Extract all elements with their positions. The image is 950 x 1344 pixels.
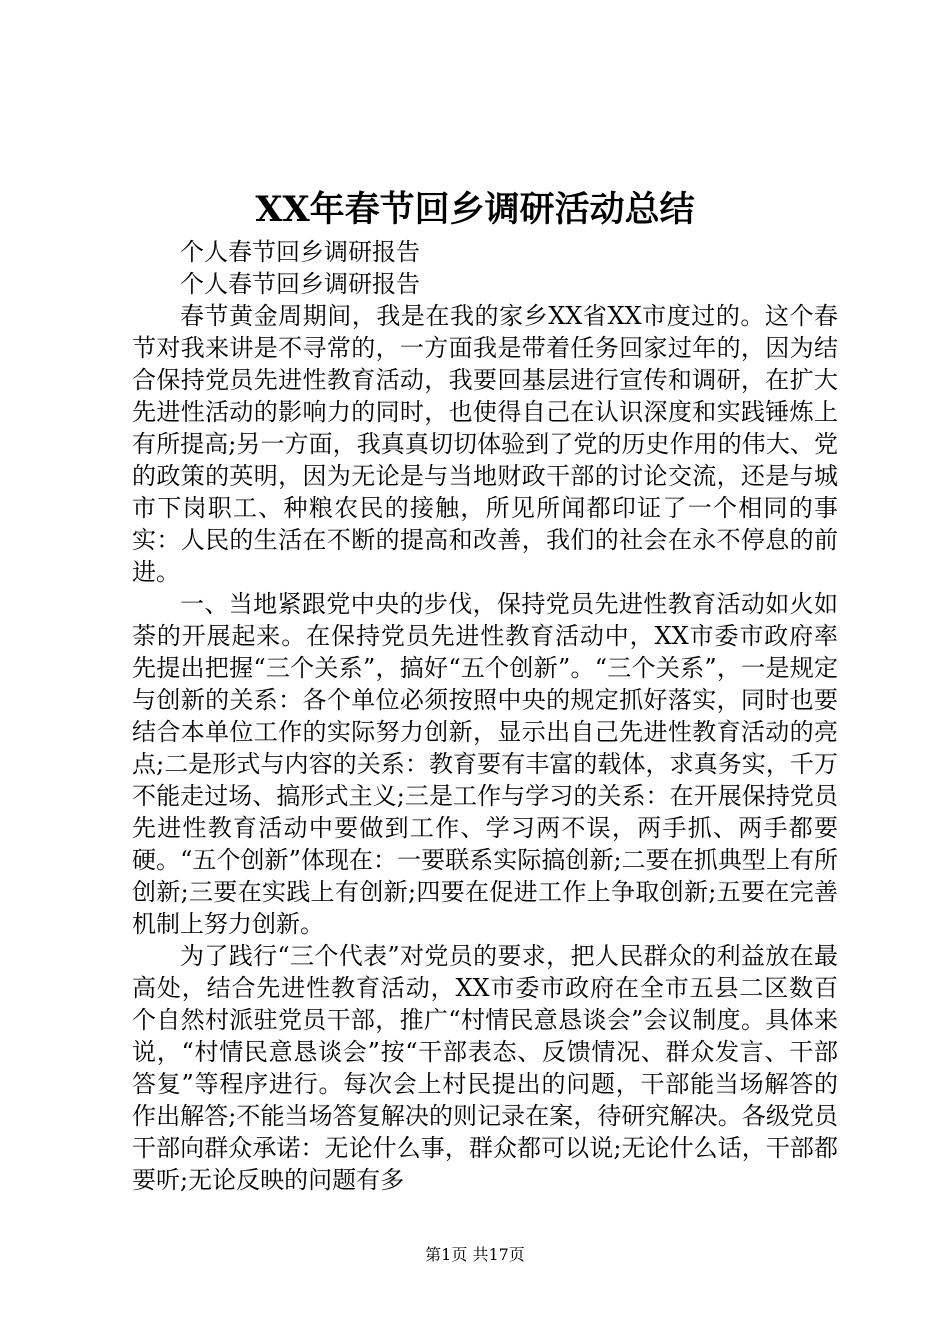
document-body: [132, 236, 838, 1196]
paragraph-practice: 为了践行“三个代表”对党员的要求，把人民群众的利益放在最高处，结合先进性教育活动，XX市委市政府在全市五县二区数百个自然村派驻党员干部，推广“村情民意恳谈会”会议制度。具体来说，“村情民意恳谈会”按“干部表态、反馈情况、群众发言、干部答复”等程序进行。每次会上村民提出的问题，干部能当场解答的作出解答;不能当场答复解决的则记录在案，待研究解决。各级党员干部向群众承诺：无论什么事，群众都可以说;无论什么话，干部都要听;无论反映的问题有多: [132, 942, 838, 1194]
paragraph-section-1: 一、当地紧跟党中央的步伐，保持党员先进性教育活动如火如荼的开展起来。在保持党员先进性教育活动中，XX市委市政府率先提出把握“三个关系”，搞好“五个创新”。“三个关系”，一是规定与创新的关系：各个单位必须按照中央的规定抓好落实，同时也要结合本单位工作的实际努力创新，显示出自己先进性教育活动的亮点;二是形式与内容的关系：教育要有丰富的载体，求真务实，千万不能走过场、搞形式主义;三是工作与学习的关系：在开展保持党员先进性教育活动中要做到工作、学习两不误，两手抓、两手都要硬。“五个创新”体现在：一要联系实际搞创新;二要在抓典型上有所创新;三要在实践上有创新;四要在促进工作上争取创新;五要在完善机制上努力创新。: [132, 590, 838, 938]
page-number-footer: 第1页 共17页: [425, 1245, 525, 1264]
paragraph-subtitle-1: 个人春节回乡调研报告: [180, 238, 420, 266]
paragraph-intro: 春节黄金周期间，我是在我的家乡XX省XX市度过的。这个春节对我来讲是不寻常的，一方面我是带着任务回家过年的，因为结合保持党员先进性教育活动，我要回基层进行宣传和调研，在扩大先进性活动的影响力的同时，也使得自己在认识深度和实践锤炼上有所提高;另一方面，我真真切切体验到了党的历史作用的伟大、党的政策的英明，因为无论是与当地财政干部的讨论交流，还是与城市下岗职工、种粮农民的接触，所见所闻都印证了一个相同的事实：人民的生活在不断的提高和改善，我们的社会在永不停息的前进。: [132, 302, 838, 586]
paragraph-subtitle-2: 个人春节回乡调研报告: [180, 270, 420, 298]
document-title: XX年春节回乡调研活动总结: [255, 189, 695, 230]
